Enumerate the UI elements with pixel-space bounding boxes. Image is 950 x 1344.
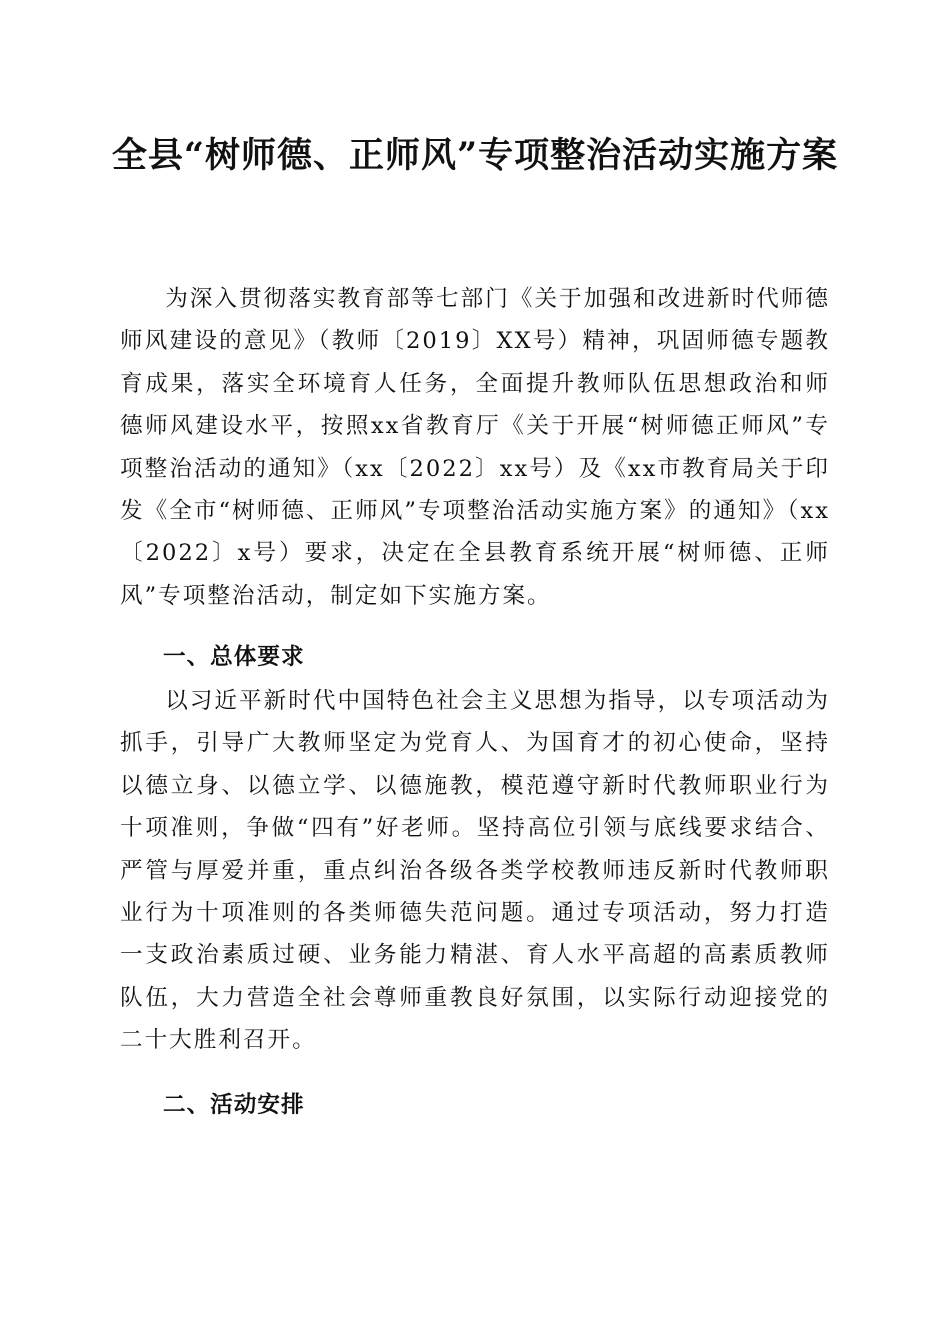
document-title: 全县“树师德、正师风”专项整治活动实施方案 (111, 135, 839, 176)
intro-paragraph: 为深入贯彻落实教育部等七部门《关于加强和改进新时代师德师风建设的意见》（教师〔2019〕XX号）精神，巩固师德专题教育成果，落实全环境育人任务，全面提升教师队伍思想政治和师德师风建设水平，按照xx省教育厅《关于开展“树师德正师风”专项整治活动的通知》（xx〔2022〕xx号）及《xx市教育局关于印发《全市“树师德、正师风”专项整治活动实施方案》的通知》（xx〔2022〕x号）要求，决定在全县教育系统开展“树师德、正师风”专项整治活动，制定如下实施方案。 (120, 286, 830, 609)
section-heading-activity-arrangement: 二、活动安排 (163, 1092, 305, 1118)
general-requirements-paragraph: 以习近平新时代中国特色社会主义思想为指导，以专项活动为抓手，引导广大教师坚定为党育人、为国育才的初心使命，坚持以德立身、以德立学、以德施教，模范遵守新时代教师职业行为十项准则，争做“四有”好老师。坚持高位引领与底线要求结合、严管与厚爱并重，重点纠治各级各类学校教师违反新时代教师职业行为十项准则的各类师德失范问题。通过专项活动，努力打造一支政治素质过硬、业务能力精湛、育人水平高超的高素质教师队伍，大力营造全社会尊师重教良好氛围，以实际行动迎接党的二十大胜利召开。 (120, 688, 830, 1054)
section-heading-general-requirements: 一、总体要求 (163, 644, 305, 670)
